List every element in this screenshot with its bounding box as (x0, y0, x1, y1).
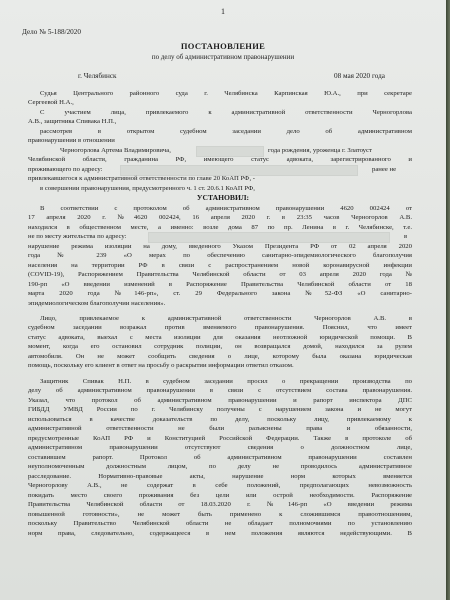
document-subtitle: по делу об административном правонарушении (151, 53, 295, 61)
body-line: административном правонарушении отсутствуют сведения о должностном лице, (28, 444, 412, 451)
intro-line: привлекавшегося к административной ответственности по главе 20 КоАП РФ, - (28, 175, 256, 182)
body-line: повышенной готовности», не может быть применено к сложившимся правоотношениям, (28, 511, 412, 518)
intro-line: Челябинской области, гражданина РФ, имеющего статус адвоката, зарегистрированного и (28, 156, 412, 163)
body-line: покидать место своего проживания без цели или острой необходимости. Распоряжение (28, 492, 412, 499)
section-heading: УСТАНОВИЛ: (196, 193, 250, 202)
body-line: эпидемиологическом благополучии населения». (28, 300, 166, 307)
intro-line: С участием лица, привлекаемого к административной ответственности Черногорлова (40, 109, 412, 116)
body-line: в (404, 233, 408, 240)
body-line: момент, когда его остановил сотрудник полиции, он возвращался домой, находился за рулем (28, 343, 412, 350)
background-edge (446, 0, 450, 600)
body-line: Указал, что протокол об административном правонарушении и рапорт инспектора ДПС (28, 397, 412, 404)
intro-line: рассмотрев в открытом судебном заседании дело об административном (40, 128, 412, 135)
body-line: неуполномоченным должностным лицом, по делу не проводилось административное (28, 463, 412, 470)
body-line: автомобиля. Он не может сообщить сведения о лице, которому была оказана юридическая (28, 353, 412, 360)
body-line: судебном заседании возражал против вменяемого правонарушения. Пояснил, что имеет (28, 324, 412, 331)
intro-line: Черногорлова Артема Владимировича, (60, 147, 171, 154)
body-line: Защитник Спивак Н.П. в судебном заседании просил о прекращении производства по (40, 378, 412, 385)
body-line: административной ответственности не были разъяснены права и обязанности, (28, 425, 412, 432)
body-line: ГИБДД УМВД России по г. Челябинску получены с нарушением закона и не могут (28, 406, 412, 413)
page-number: 1 (221, 7, 225, 16)
body-line: В соответствии с протоколом об административном правонарушении 4620 002424 от (40, 205, 412, 212)
body-line: статус адвоката, выехал с места изоляции для оказания неотложной юридической помощи. В (28, 334, 412, 341)
body-line: составившем рапорт. Протокол об административном правонарушении составлен (28, 454, 412, 461)
body-line: расследование. Нормативно-правовые акты, нарушение норм которых вменяется (28, 473, 412, 480)
intro-line: года рождения, уроженца г. Златоуст (268, 147, 372, 154)
body-line: предусмотренные КоАП РФ и Конституцией Российской Федерации. Также в протоколе об (28, 435, 412, 442)
intro-line: проживающего по адресу: (28, 166, 103, 173)
date: 08 мая 2020 года (334, 72, 385, 80)
redaction-box (148, 232, 390, 243)
intro-line: ранее не (372, 166, 397, 173)
body-line: года № 239 «О мерах по обеспечению санитарно-эпидемиологического благополучия (28, 252, 412, 259)
body-line: Правительства Челябинской области от 18.03.2020 г. №146-рп «О введении режима (28, 501, 412, 508)
body-line: марта 2020 года №146-рп», ст. 29 Федерального закона №52-ФЗ «О санитарно- (28, 290, 412, 297)
document-title: ПОСТАНОВЛЕНИЕ (180, 41, 266, 51)
intro-line: А.В., защитника Спивака Н.П., (28, 118, 117, 125)
body-line: использоваться в качестве доказательств по делу, поскольку лицу, привлекаемому к (28, 416, 412, 423)
body-line: (COVID-19), Распоряжением Правительства Челябинской области от 03 апреля 2020 года № (28, 271, 412, 278)
body-line: нарушение режима изоляции на дому, введенного Указом Президента РФ от 02 апреля 2020 (28, 243, 412, 250)
body-line: помощь, поскольку его клиент в ответ на просьбу о раскрытии информации ответил отказом. (28, 362, 294, 369)
body-line: населения на территории РФ в связи с распространением новой коронавирусной инфекции (28, 262, 412, 269)
body-line: не по месту жительства по адресу: (28, 233, 127, 240)
body-line: делу об административном правонарушении в связи с отсутствием состава правонарушения. (28, 387, 412, 394)
body-line: 17 апреля 2020 г. №4620 002424, 16 апреля 2020 г. в 23:35 часов Черногорлов А.В. (28, 214, 412, 221)
body-line: Лицо, привлекаемое к административной ответственности Черногорлов А.В. в (40, 315, 412, 322)
body-line: находился в общественном месте, а именно: возле дома 87 по пр. Ленина в г. Челябинске, т.е. (28, 224, 412, 231)
intro-line: правонарушении в отношении (28, 137, 115, 144)
body-line: норм права, следовательно, содержащееся в нем положения являются недействующими. В (28, 530, 412, 537)
intro-line: Судья Центрального районного суда г. Челябинска Карпинская Ю.А., при секретаре (40, 90, 412, 97)
intro-line: Сергеевой Н.А., (28, 99, 74, 106)
intro-line: в совершении правонарушения, предусмотренного ч. 1 ст. 20.6.1 КоАП РФ, (40, 185, 255, 192)
city: г. Челябинск (78, 72, 117, 80)
body-line: 190-рп «О введении изменений в Распоряжение Правительства Челябинской области от 18 (28, 281, 412, 288)
body-line: поскольку Правительство Челябинской области не обладает полномочиями по установлению (28, 520, 412, 527)
case-number: Дело № 5-188/2020 (22, 28, 81, 36)
body-line: Черногорлову А.В., не содержат в себе положений, предполагающих невозможность (28, 482, 412, 489)
